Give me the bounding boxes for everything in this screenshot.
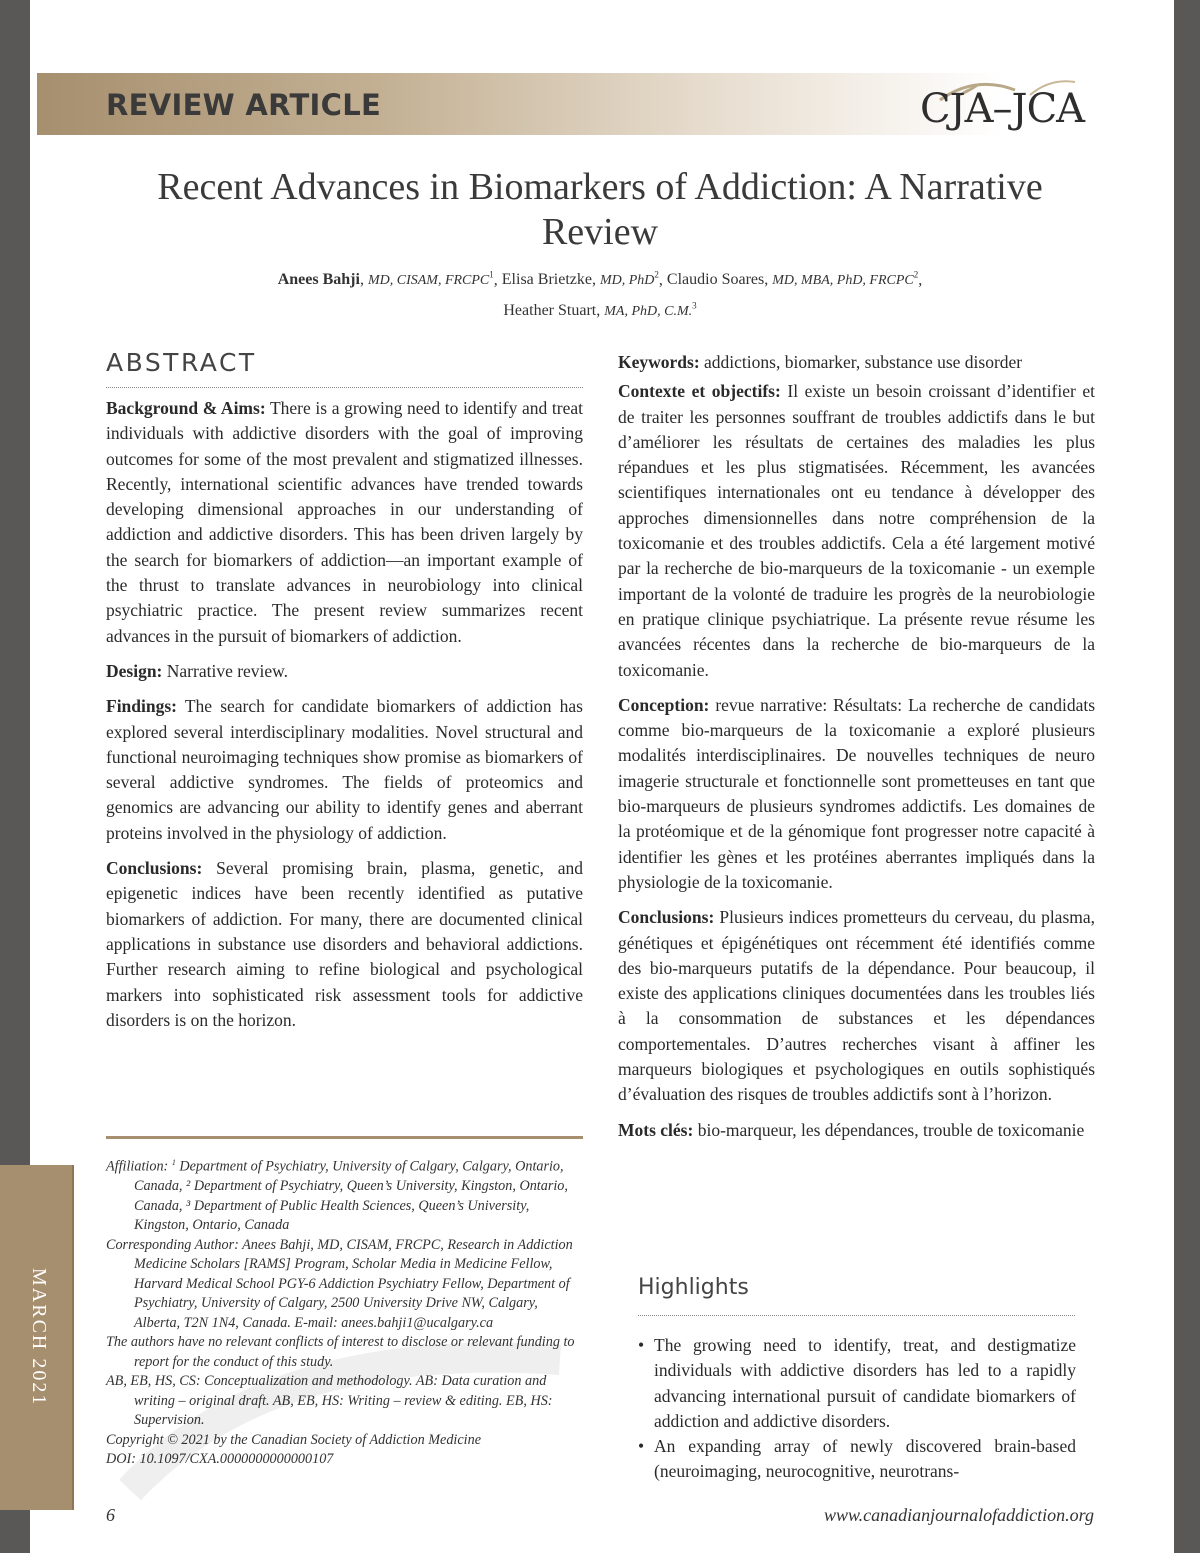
author-3: Claudio Soares, MD, MBA, PhD, FRCPC$^2$ (666, 270, 919, 289)
journal-logo: CJA–JCA (920, 86, 1085, 132)
highlight-item: • An expanding array of newly discovered brain-based (neuroimaging, neurocognitive, neurotrans- (636, 1434, 1076, 1485)
page-number: 6 (106, 1505, 115, 1525)
abstract-heading: ABSTRACT (106, 348, 257, 377)
highlights-heading: Highlights (638, 1275, 749, 1300)
abstract-background: Background & Aims: There is a growing need to identify and treat individuals with addictive disorders with the goal of improving outcomes for some of the most prevalent and stigmatized illnesses. Recently, international scientific advances have trended towards developing dimensional approaches in our understanding of addiction and addictive disorders. This has been driven largely by the search for biomarkers of addiction—an important example of the thrust to translate advances in neurobiology into clinical psychiatric practice. The present review summarizes recent advances in the pursuit of biomarkers of addiction. (106, 398, 583, 646)
journal-watermark-icon (120, 1320, 580, 1500)
corresponding-author-note: Corresponding Author: Anees Bahji, MD, CISAM, FRCPC, Research in Addiction Medicine Scholars [RAMS] Program, Scholar Media in Medicine Fellow, Harvard Medical School PGY-6 Addiction Psychiatry Fellow, Department of Psychiatry, University of Calgary, 2500 University Drive NW, Calgary, Alberta, T2N 1N4, Canada. E-mail: anees.bahji1@ucalgary.ca (106, 1236, 573, 1331)
footnote-rule (106, 1136, 583, 1139)
keywords: Keywords: addictions, biomarker, substance use disorder (618, 352, 1023, 372)
affiliation-note: Affiliation: $^1$ Department of Psychiatry, University of Calgary, Calgary, Ontario, Canada, ² Department of Psychiatry, Queen’s University, Kingston, Ontario, Canada, ³ Department of Public Health Sciences, Queen’s University, Kingston, Ontario, Canada (106, 1158, 568, 1234)
abstract-conclusions: Conclusions: Several promising brain, plasma, genetic, and epigenetic indices have been recently identified as putative biomarkers of addiction. For many, there are documented clinical applications in substance use disorders and behavioral addictions. Further research aiming to refine biological and psychological markers into sophisticated risk assessment tools for addictive disorders is on the horizon. (106, 858, 583, 1030)
contributions-note: AB, EB, HS, CS: Conceptualization and methodology. AB: Data curation and writing – original draft. AB, EB, HS: Writing – review & editing. EB, HS: Supervision. (106, 1373, 553, 1429)
resume-contexte: Contexte et objectifs: Il existe un besoin croissant d’identifier et de traiter les personnes souffrant de troubles addictifs dans le but d’améliorer les résultats de certaines des maladies les plus répandues et les plus stigmatisées. Récemment, les avancées scientifiques internationales ont eu tendance à développer des approches dimensionnelles dans notre compréhension de la toxicomanie et des troubles addictifs. Cela a été largement motivé par la recherche de bio-marqueurs de la toxicomanie - un exemple important de la volonté de traduire les progrès de la neurobiologie en pratique clinique psychiatrique. La présente revue résume les avancées récentes dans la recherche de bio-marqueurs de la toxicomanie. (618, 381, 1096, 680)
abstract-french (618, 350, 1095, 1153)
doi-note[interactable]: DOI: 10.1097/CXA.0000000000000107 (106, 1451, 334, 1468)
author-1: Anees Bahji, MD, CISAM, FRCPC$^1$ (277, 270, 494, 289)
author-list: Anees Bahji, MD, CISAM, FRCPC$^1$, Elisa Brietzke, MD, PhD$^2$, Claudio Soares, MD, MBA, PhD, FRCPC$^2$, Heather Stuart, MA, PhD, C.M.$^3$ (277, 270, 923, 319)
copyright-note: Copyright © 2021 by the Canadian Society of Addiction Medicine (106, 1431, 481, 1448)
highlight-item: • The growing need to identify, treat, and destigmatize individuals with addictive disorders has led to a rapidly advancing international pursuit of candidate biomarkers of addiction and addictive disorders. (636, 1333, 1076, 1434)
resume-conception: Conception: revue narrative: Résultats: La recherche de candidats comme bio-marqueurs de la toxicomanie a exploré plusieurs modalités interdisciplinaires. De nouvelles techniques de neuro imagerie structurale et fonctionnelle sont prometteuses en tant que bio-marqueurs de plusieurs syndromes addictifs. Les domaines de la protéomique et de la génomique font progresser notre capacité à identifier les gènes et les protéines aberrantes impliqués dans la physiologie de la toxicomanie. (618, 694, 1096, 892)
journal-website-link[interactable]: www.canadianjournalofaddiction.org (823, 1505, 1094, 1525)
right-margin-bar (1174, 0, 1200, 1553)
article-title: Recent Advances in Biomarkers of Addiction: A Narrative Review (157, 166, 1043, 253)
abstract-findings: Findings: The search for candidate biomarkers of addiction has explored several interdisciplinary modalities. Novel structural and functional neuroimaging techniques show promise as biomarkers of several addictive syndromes. The fields of proteomics and genomics are advancing our ability to identify genes and aberrant proteins involved in the physiology of addiction. (106, 696, 583, 843)
conflicts-note: The authors have no relevant conflicts of interest to disclose or relevant funding to report for the conduct of this study. (106, 1334, 575, 1370)
author-2: Elisa Brietzke, MD, PhD$^2$ (501, 270, 659, 289)
highlights-list (636, 1333, 1076, 1485)
highlights-divider (638, 1315, 1075, 1316)
section-label: REVIEW ARTICLE (106, 88, 382, 122)
resume-conclusions: Conclusions: Plusieurs indices prometteurs du cerveau, du plasma, génétiques et épigénétiques ont récemment été identifiés comme des bio-marqueurs putatifs de la dépendance. Pour beaucoup, il existe des applications cliniques documentées dans les troubles liés à la consommation de substances et les dépendances comportementales. D’autres recherches visant à affiner les marqueurs biologiques et psychologiques en outils sophistiqués d’évaluation des risques de troubles addictifs sont à l’horizon. (618, 907, 1096, 1105)
abstract-divider (106, 387, 583, 388)
issue-date: MARCH 2021 (28, 1268, 50, 1407)
abstract-english (106, 396, 583, 1043)
abstract-design: Design: Narrative review. (106, 660, 289, 681)
mots-cles: Mots clés: bio-marqueur, les dépendances, trouble de toxicomanie (618, 1119, 1085, 1140)
author-4: Heather Stuart, MA, PhD, C.M.$^3$ (503, 300, 697, 319)
